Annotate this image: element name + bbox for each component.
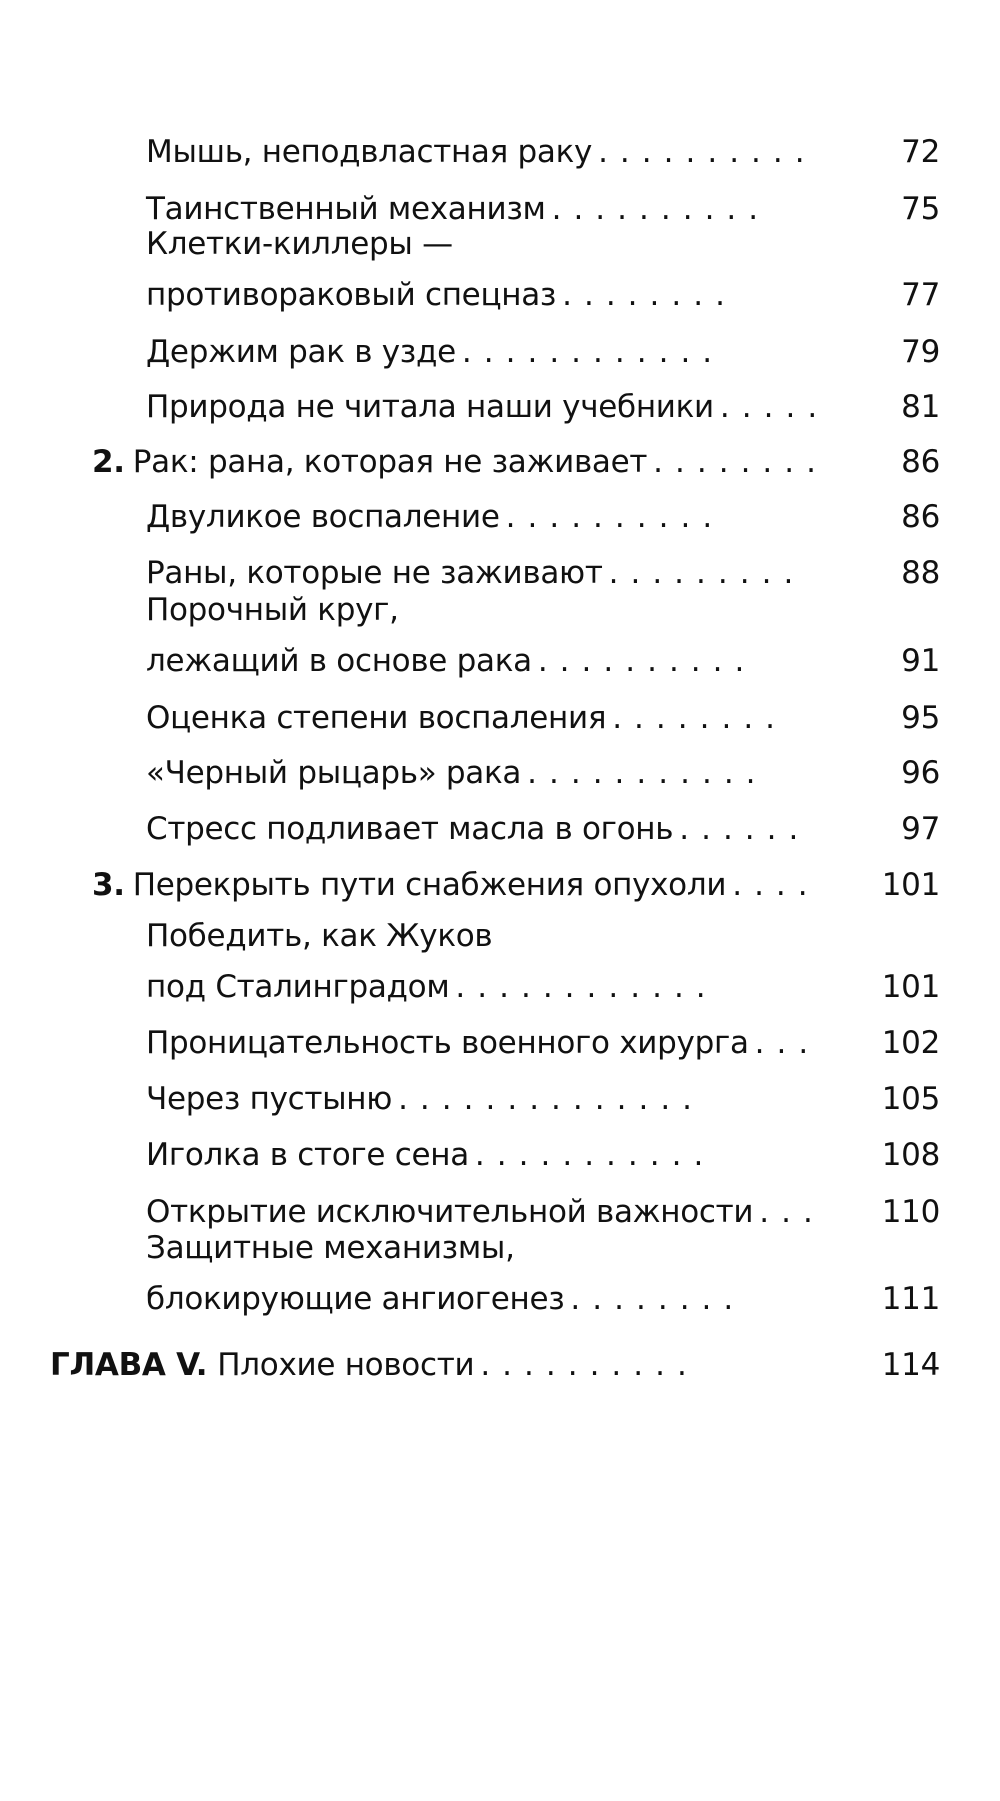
page-number: 86	[901, 444, 940, 480]
page-number: 81	[901, 389, 940, 425]
page-number: 86	[901, 499, 940, 535]
toc-entry-title: блокирующие ангиогенез	[146, 1281, 565, 1317]
dot-leader: ..........	[551, 191, 771, 227]
toc-entry-row	[146, 962, 940, 1012]
toc-entry-title: Перекрыть пути снабжения опухоли	[132, 867, 727, 903]
toc-entry-row	[146, 636, 940, 686]
toc-entry-row	[146, 1074, 940, 1124]
toc-entry-title: Оценка степени воспаления	[146, 700, 607, 736]
toc-entry-title: Открытие исключительной важности	[146, 1194, 754, 1230]
toc-entry-row	[146, 804, 940, 854]
toc-entry-row	[146, 327, 940, 377]
toc-entry-row	[146, 270, 940, 320]
page-number: 72	[901, 134, 940, 170]
toc-entry-row	[146, 1018, 940, 1068]
section-number: 3.	[92, 867, 125, 903]
page-number: 95	[901, 700, 940, 736]
page-number: 101	[881, 969, 940, 1005]
dot-leader: ..............	[398, 1081, 705, 1117]
toc-entry-row	[146, 1130, 940, 1180]
dot-leader: ........	[570, 1281, 746, 1317]
dot-leader: ....	[732, 867, 820, 903]
dot-leader: .....	[719, 389, 830, 425]
page-number: 114	[881, 1347, 940, 1383]
dot-leader: ............	[455, 969, 718, 1005]
dot-leader: ............	[461, 334, 725, 370]
page-number: 110	[881, 1194, 940, 1230]
toc-entry-row	[146, 693, 940, 743]
page-number: 97	[901, 811, 940, 847]
toc-entry-title-line: Защитные механизмы,	[146, 1230, 515, 1266]
toc-entry-row	[146, 1274, 940, 1324]
chapter-label: ГЛАВА V.	[50, 1347, 208, 1383]
dot-leader: ..........	[598, 134, 817, 170]
toc-entry-row	[92, 437, 940, 487]
dot-leader: ........	[653, 444, 828, 480]
section-number: 2.	[92, 444, 125, 480]
dot-leader: ..........	[505, 499, 725, 535]
toc-entry-title: Проницательность военного хирурга	[146, 1025, 749, 1061]
toc-entry-row	[146, 492, 940, 542]
page-number: 79	[901, 334, 940, 370]
dot-leader: ........	[612, 700, 788, 736]
toc-entry-row	[146, 127, 940, 177]
page-number: 101	[881, 867, 940, 903]
dot-leader: ..........	[480, 1347, 699, 1383]
toc-entry-title-line: Порочный круг,	[146, 592, 399, 628]
toc-entry-title: Двуликое воспаление	[146, 499, 500, 535]
dot-leader: ...........	[527, 755, 768, 791]
toc-entry-title: Иголка в стоге сена	[146, 1137, 469, 1173]
dot-leader: ...........	[474, 1137, 716, 1173]
toc-entry-title: Мышь, неподвластная раку	[146, 134, 593, 170]
toc-entry-title: Держим рак в узде	[146, 334, 456, 370]
page-number: 102	[881, 1025, 940, 1061]
toc-entry-title: Через пустыню	[146, 1081, 393, 1117]
dot-leader: ......	[679, 811, 811, 847]
toc-entry-row	[146, 382, 940, 432]
dot-leader: .........	[608, 555, 806, 591]
page-number: 108	[881, 1137, 940, 1173]
toc-entry-title: Таинственный механизм	[146, 191, 546, 227]
page-number: 111	[881, 1281, 940, 1317]
page-number: 96	[901, 755, 940, 791]
dot-leader: ..........	[537, 643, 757, 679]
page-number: 105	[881, 1081, 940, 1117]
page-number: 77	[901, 277, 940, 313]
dot-leader: ...	[759, 1194, 825, 1230]
toc-entry-title: Рак: рана, которая не заживает	[132, 444, 648, 480]
toc-entry-row	[146, 748, 940, 798]
toc-entry-title: Раны, которые не заживают	[146, 555, 603, 591]
page-number: 91	[901, 643, 940, 679]
page-number: 88	[901, 555, 940, 591]
toc-entry-row	[92, 860, 940, 910]
toc-entry-row	[50, 1340, 940, 1390]
toc-entry-title-line: Клетки-киллеры —	[146, 226, 453, 262]
toc-entry-title: под Сталинградом	[146, 969, 450, 1005]
toc-entry-title: Стресс подливает масла в огонь	[146, 811, 674, 847]
toc-entry-title: «Черный рыцарь» рака	[146, 755, 522, 791]
toc-entry-title-line: Победить, как Жуков	[146, 918, 493, 954]
toc-entry-title: Плохие новости	[217, 1347, 475, 1383]
page-number: 75	[901, 191, 940, 227]
toc-entry-title: Природа не читала наши учебники	[146, 389, 714, 425]
dot-leader: ...	[754, 1025, 821, 1061]
toc-entry-title: противораковый спецназ	[146, 277, 557, 313]
dot-leader: ........	[562, 277, 737, 313]
toc-entry-title: лежащий в основе рака	[146, 643, 532, 679]
